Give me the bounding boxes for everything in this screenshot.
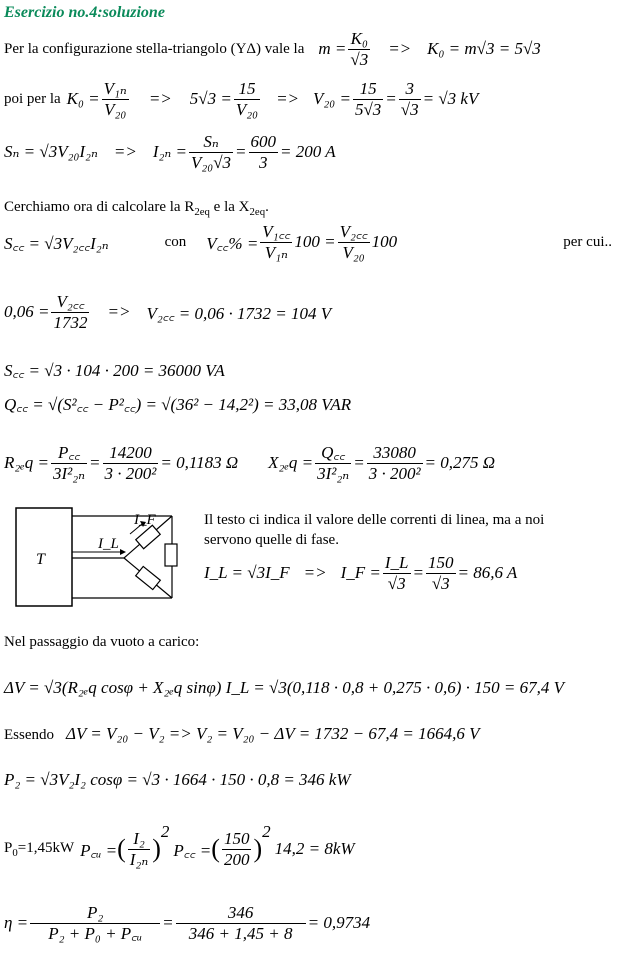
line-config bbox=[4, 26, 541, 72]
eta-result: = 0,9734 bbox=[307, 913, 371, 932]
fraction-15-5sqrt3: $\frac{15}{5√3}$ bbox=[354, 78, 382, 119]
pcc-label: P꜀꜀ = bbox=[173, 840, 212, 860]
text-phase-currents: servono quelle di fase. bbox=[204, 532, 339, 548]
sn-formula: Sₙ = √3V₂₀I₂ₙ bbox=[4, 142, 98, 161]
implies-arrow: => bbox=[303, 563, 327, 582]
fraction-346: $\frac{346}{346 + 1,45 + 8}$ bbox=[176, 903, 306, 943]
i2n-label: I₂ₙ = bbox=[152, 142, 187, 161]
m-label: m = bbox=[318, 39, 347, 58]
line-scc bbox=[4, 218, 612, 266]
line-if: I_L = √3I_F => I_F = $\frac{I\_L}{√3}$ = $\frac{150}{√3}$ = 86,6 A bbox=[204, 552, 518, 593]
implies-arrow: => bbox=[107, 302, 131, 321]
times-100: 100 bbox=[371, 232, 398, 251]
fraction-15-v20: $\frac{15}{\text{V₂₀}}$ bbox=[235, 78, 259, 119]
text-con: con bbox=[164, 233, 187, 250]
fraction-150-sqrt3: $\frac{150}{√3}$ bbox=[428, 552, 454, 593]
pcu-result: 14,2 = 8kW bbox=[274, 839, 355, 858]
line-v2cc bbox=[4, 288, 331, 336]
fraction-p2: $\frac{\text{P₂}}{\text{P₂ + P₀ + P꜀ᵤ}}$ bbox=[30, 903, 160, 943]
transformer-label: T bbox=[36, 551, 45, 568]
resistor-lower bbox=[136, 566, 161, 589]
implies-arrow: => bbox=[276, 89, 300, 108]
pcu-label: P꜀ᵤ = bbox=[80, 840, 118, 860]
line-p2: P₂ = √3V₂I₂ cosφ = √3 · 1664 · 150 · 0,8 = 346 kW bbox=[4, 770, 351, 789]
line-req: R₂ₑq = $\frac{P꜀꜀}{\text{3I²₂ₙ}}$ = $\frac{14200}{\text{3 · 200²}}$ = 0,1183 Ω X₂ₑq = $\frac{Q꜀꜀}{\text{3I²₂ₙ}}$ = $\frac{33080}{\text{3 · 200²}}$ = 0,275 Ω bbox=[4, 442, 496, 483]
implies-arrow: => bbox=[388, 39, 412, 58]
text-essendo: Essendo bbox=[4, 727, 54, 743]
fraction-k0-sqrt3: $\frac{\text{K₀}}{√3}$ bbox=[350, 28, 369, 69]
times-100: 100 = bbox=[294, 232, 336, 251]
line-v2 bbox=[4, 724, 480, 744]
circuit-diagram bbox=[14, 506, 184, 608]
implies-arrow: => bbox=[113, 142, 137, 161]
k0-result: K₀ = m√3 = 5√3 bbox=[427, 39, 541, 58]
line-efficiency: η = $\frac{\text{P₂}}{\text{P₂ + P₀ + P꜀ᵤ}}$ = $\frac{346}{346 + 1,45 + 8}$ = 0,9734 bbox=[4, 902, 371, 943]
text-line-currents: Il testo ci indica il valore delle correnti di linea, ma a noi bbox=[204, 512, 545, 528]
scc-formula: S꜀꜀ = √3V₂꜀꜀I₂ₙ bbox=[4, 233, 109, 253]
req-label: R₂ₑq = bbox=[4, 453, 49, 472]
req-result: = 0,1183 Ω bbox=[160, 453, 239, 472]
if-label: I_F = bbox=[340, 563, 381, 582]
xeq-result: = 0,275 Ω bbox=[424, 453, 496, 472]
v2cc-result: V₂꜀꜀ = 0,06 · 1732 = 104 V bbox=[146, 303, 332, 323]
text-poi: poi per la bbox=[4, 90, 61, 107]
p0-value: $P_0=1,45kW$ bbox=[4, 839, 75, 859]
fraction-600-3: $\frac{600}{3}$ bbox=[250, 131, 277, 172]
fraction-150-200: 150 200 bbox=[223, 828, 250, 869]
text-vuoto-carico: Nel passaggio da vuoto a carico: bbox=[4, 634, 200, 650]
phase-current-label: I_F bbox=[134, 512, 156, 528]
v2-formula: ΔV = V₂₀ − V₂ => V₂ = V₂₀ − ΔV = 1732 − 67,4 = 1664,6 V bbox=[66, 724, 480, 743]
page-title: Esercizio no.4:soluzione bbox=[4, 4, 165, 21]
line-req-xeq: Cerchiamo ora di calcolare la $R_{2eq}$ e la $X_{2eq}$. bbox=[4, 199, 269, 218]
fraction-14200: $\frac{14200}{\text{3 · 200²}}$ bbox=[104, 442, 157, 483]
fraction-v2cc-v20: $\frac{\text{V₂꜀꜀}}{\text{V₂₀}}$ bbox=[339, 221, 368, 262]
line-delta-v: ΔV = √3(R₂ₑq cosφ + X₂ₑq sinφ) I_L = √3(0,118 · 0,8 + 0,275 · 0,6) · 150 = 67,4 V bbox=[4, 678, 564, 697]
il-formula: I_L = √3I_F bbox=[204, 563, 290, 582]
fraction-i2-i2n: I₂ I₂ₙ bbox=[129, 828, 149, 869]
k0-label: K₀ = bbox=[66, 89, 100, 108]
line-pcu: $P_0=1,45kW$ P꜀ᵤ = ( I₂ I₂ₙ ) 2 P꜀꜀ = ( 150 200 ) 2 14,2 = 8kW bbox=[4, 822, 355, 869]
v20-result: = √3 kV bbox=[422, 89, 479, 108]
resistor-vertical bbox=[165, 544, 177, 566]
text-config: Per la configurazione stella-triangolo (YΔ) vale la bbox=[4, 40, 305, 57]
line-k0: poi per la K₀ = $\frac{\text{V₁ₙ}}{\text{V₂₀}}$ => 5√3 = $\frac{15}{\text{V₂₀}}$ => V₂₀ = $\frac{15}{5√3}$ = $\frac{3}{√3}$ = √3 kV bbox=[4, 78, 479, 119]
line-qcc: Q꜀꜀ = √(S²꜀꜀ − P²꜀꜀) = √(36² − 14,2²) = 33,08 VAR bbox=[4, 395, 352, 414]
fraction-il-sqrt3: $\frac{I\_L}{√3}$ bbox=[384, 552, 409, 593]
fraction-v1cc-v1n: $\frac{\text{V₁꜀꜀}}{\text{V₁ₙ}}$ bbox=[262, 221, 291, 262]
line-scc-value: S꜀꜀ = √3 · 104 · 200 = 36000 VA bbox=[4, 361, 225, 380]
fraction-v2cc-1732: $\frac{\text{V₂꜀꜀}}{1732}$ bbox=[53, 291, 88, 332]
vcc-percent: 0,06 = bbox=[4, 302, 50, 321]
if-result: = 86,6 A bbox=[457, 563, 518, 582]
line-current-label: I_L bbox=[98, 536, 119, 552]
v20-label: V₂₀ = bbox=[313, 89, 351, 108]
five-sqrt3: 5√3 = bbox=[189, 89, 232, 108]
fraction-3-sqrt3: $\frac{3}{√3}$ bbox=[400, 78, 419, 119]
fraction-qcc-3i2n: $\frac{Q꜀꜀}{\text{3I²₂ₙ}}$ bbox=[317, 442, 350, 483]
vcc-label: V꜀꜀% = bbox=[206, 233, 259, 253]
i2n-result: = 200 A bbox=[280, 142, 336, 161]
line-sn: Sₙ = √3V₂₀I₂ₙ => I₂ₙ = $\frac{\text{Sₙ}}{\text{V₂₀√3}}$ = $\frac{600}{3}$ = 200 A bbox=[4, 131, 336, 172]
fraction-sn: $\frac{\text{Sₙ}}{\text{V₂₀√3}}$ bbox=[191, 131, 232, 172]
fraction-pcc-3i2n: $\frac{P꜀꜀}{\text{3I²₂ₙ}}$ bbox=[52, 442, 86, 483]
eta-label: η = bbox=[4, 913, 29, 932]
implies-arrow: => bbox=[148, 89, 172, 108]
fraction-v1n-v20: $\frac{\text{V₁ₙ}}{\text{V₂₀}}$ bbox=[103, 78, 127, 119]
xeq-label: X₂ₑq = bbox=[268, 453, 314, 472]
text-per-cui: per cui.. bbox=[563, 233, 612, 250]
fraction-33080: $\frac{33080}{\text{3 · 200²}}$ bbox=[368, 442, 421, 483]
